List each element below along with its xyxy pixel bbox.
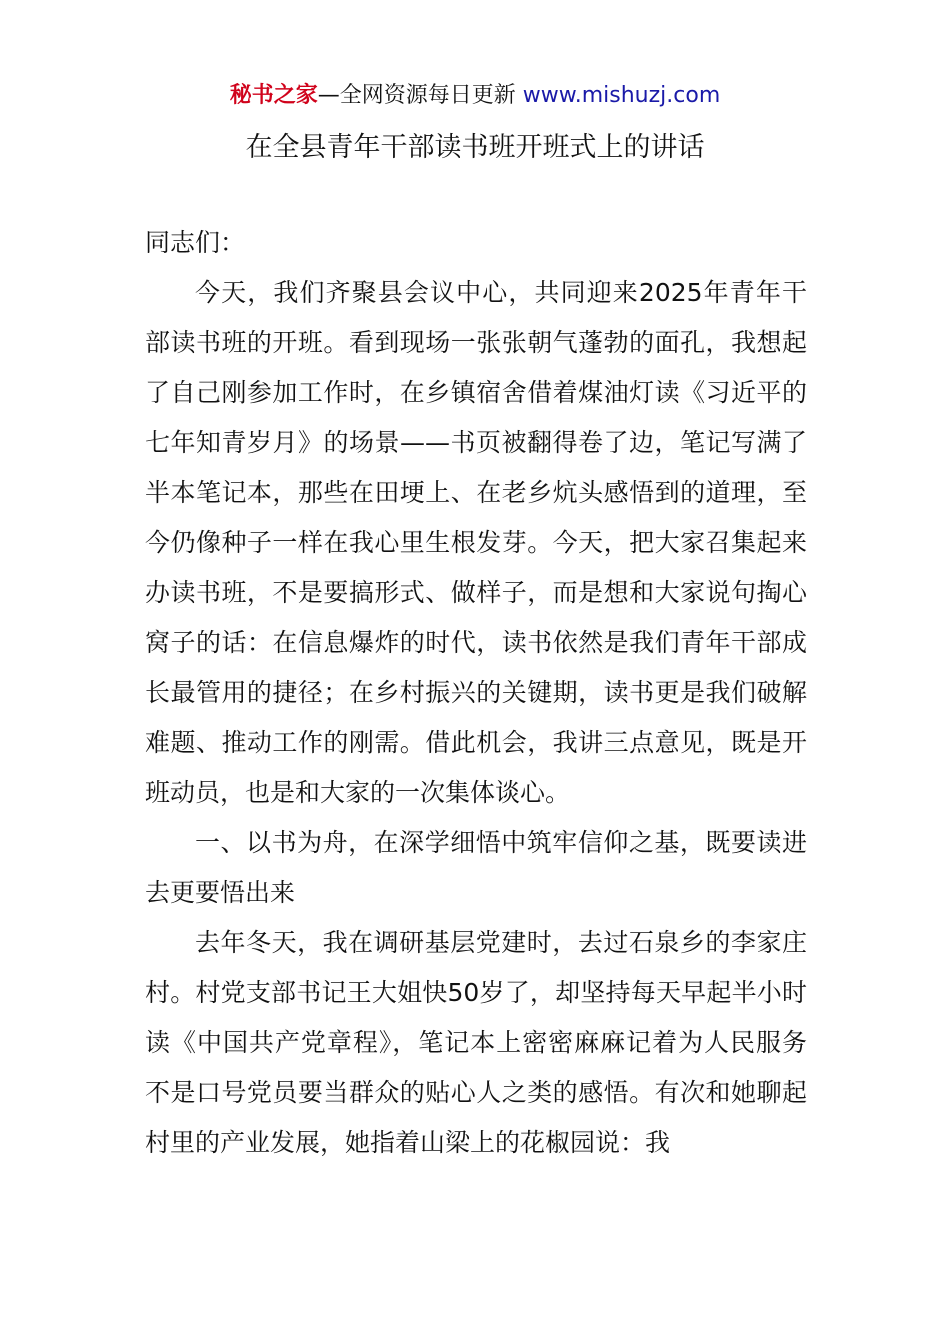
site-url-link[interactable]: www.mishuzj.com (522, 83, 721, 108)
site-brand: 秘书之家 (229, 83, 318, 108)
paragraph-section-1: 去年冬天，我在调研基层党建时，去过石泉乡的李家庄村。村党支部书记王大姐快50岁了，却坚持每天早起半小时读《中国共产党章程》，笔记本上密密麻麻记着为人民服务不是口号党员要当群众的贴心人之类的感悟。有次和她聊起村里的产业发展，她指着山梁上的花椒园说：我 (145, 928, 807, 1157)
document-title: 在全县青年干部读书班开班式上的讲话 (245, 132, 705, 163)
document-body (145, 218, 807, 1168)
site-header (0, 80, 950, 112)
site-tagline: —全网资源每日更新 (317, 83, 523, 108)
paragraph-opening: 今天，我们齐聚县会议中心，共同迎来2025年青年干部读书班的开班。看到现场一张张朝气蓬勃的面孔，我想起了自己刚参加工作时，在乡镇宿舍借着煤油灯读《习近平的七年知青岁月》的场景——书页被翻得卷了边，笔记写满了半本笔记本，那些在田埂上、在老乡炕头感悟到的道理，至今仍像种子一样在我心里生根发芽。今天，把大家召集起来办读书班，不是要搞形式、做样子，而是想和大家说句掏心窝子的话：在信息爆炸的时代，读书依然是我们青年干部成长最管用的捷径；在乡村振兴的关键期，读书更是我们破解难题、推动工作的刚需。借此机会，我讲三点意见，既是开班动员，也是和大家的一次集体谈心。 (145, 278, 807, 807)
salutation: 同志们： (145, 228, 246, 257)
section-heading-1: 一、以书为舟，在深学细悟中筑牢信仰之基，既要读进去更要悟出来 (145, 828, 807, 907)
